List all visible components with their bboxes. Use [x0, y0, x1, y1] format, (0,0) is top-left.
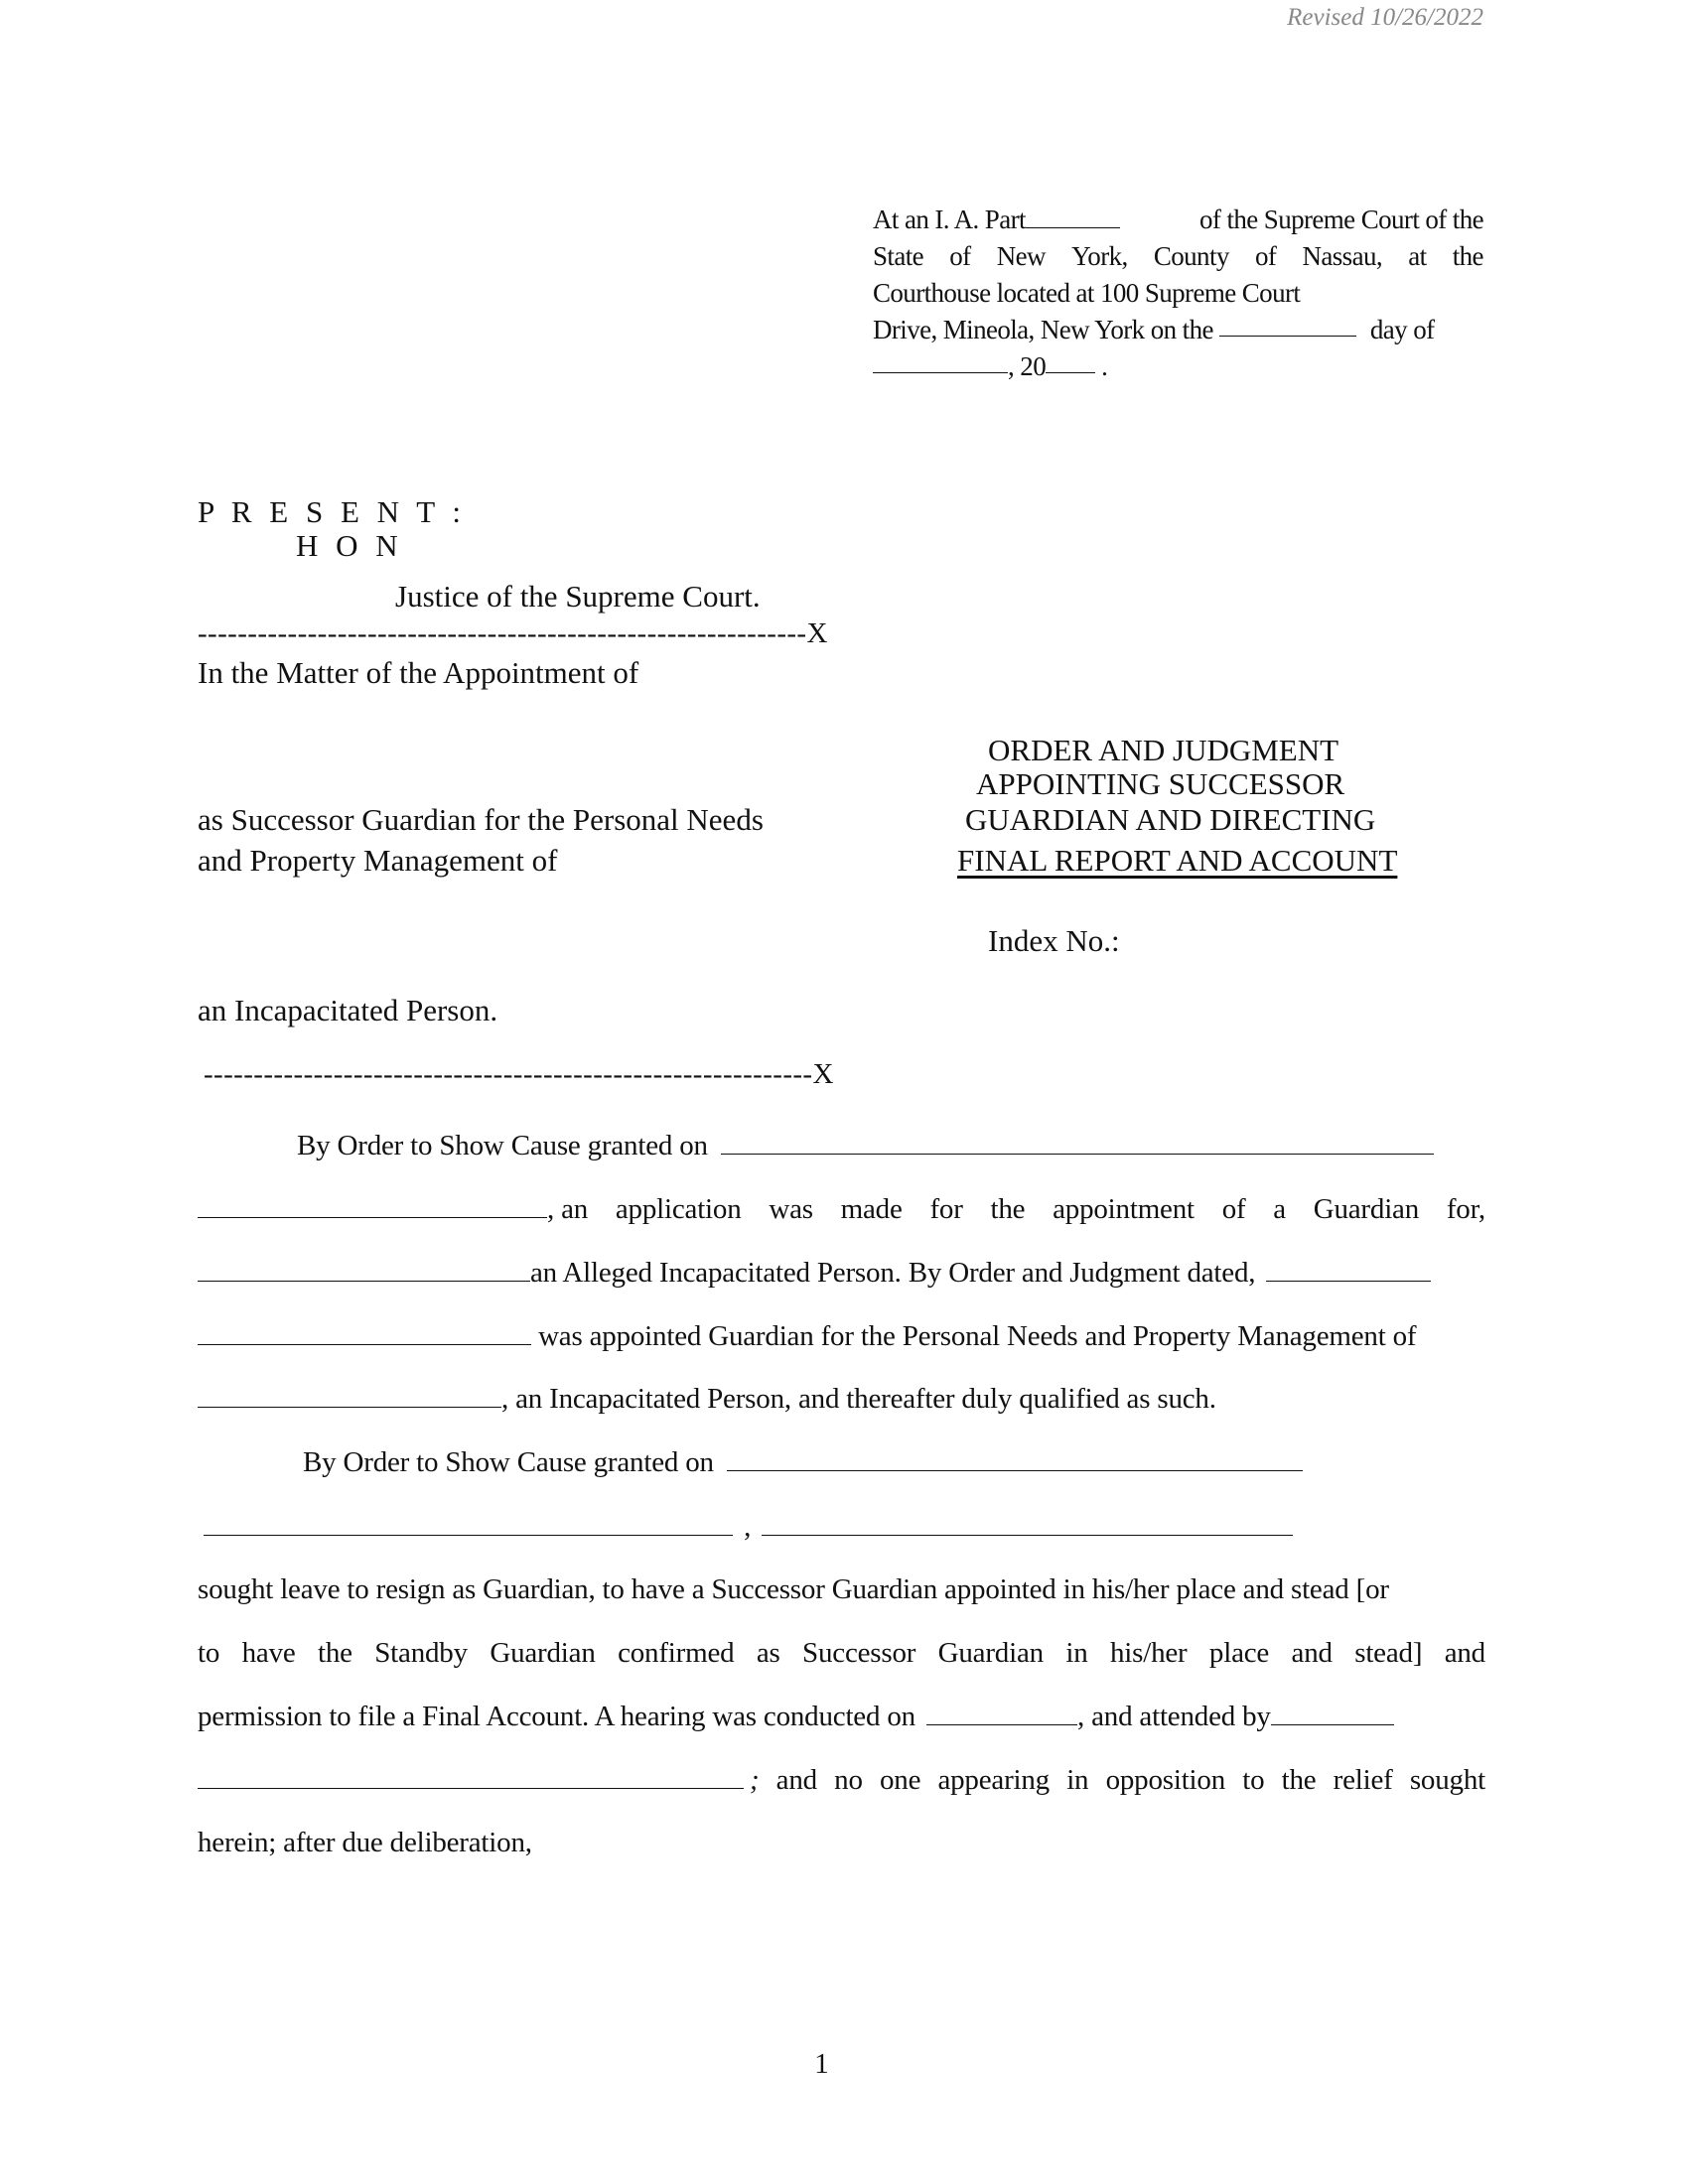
word: place: [1208, 1637, 1270, 1669]
p2-intro: By Order to Show Cause granted on: [303, 1446, 714, 1478]
present-label: P R E S E N T :: [198, 494, 466, 529]
successor-line-2: and Property Management of: [198, 843, 558, 878]
hon-label: H O N: [296, 528, 403, 563]
word: the: [1452, 241, 1483, 271]
p1-line-2: [198, 1193, 1485, 1226]
attendees-blank-2: [198, 1764, 744, 1789]
word: a: [1273, 1193, 1286, 1225]
word: and: [1291, 1637, 1333, 1669]
word: appointment: [1053, 1193, 1195, 1225]
doc-title-line-2: APPOINTING SUCCESSOR: [976, 766, 1345, 801]
part-line-2: [873, 238, 1483, 275]
doc-title-line-1: ORDER AND JUDGMENT: [988, 733, 1339, 767]
doc-title-line-4: FINAL REPORT AND ACCOUNT: [957, 843, 1398, 878]
word: of: [949, 241, 971, 271]
word: stead]: [1354, 1637, 1423, 1669]
part-line-5: [873, 348, 1483, 385]
word: in: [1065, 1637, 1088, 1669]
matter-label: In the Matter of the Appointment of: [198, 655, 639, 690]
word: for: [929, 1193, 963, 1225]
movant-blank-1: [204, 1511, 733, 1536]
word: Successor: [802, 1637, 916, 1669]
index-number-label: Index No.:: [988, 923, 1120, 958]
p1-intro: By Order to Show Cause granted on: [297, 1130, 708, 1161]
caption-divider-top: -------------------------------------------------------------X: [198, 617, 828, 649]
order-date-blank: [1266, 1257, 1431, 1282]
day-blank: [1219, 312, 1356, 337]
period: .: [1101, 351, 1108, 381]
part-label: At an I. A. Part: [873, 205, 1026, 234]
word: to: [198, 1637, 220, 1669]
comma: ,: [744, 1511, 752, 1543]
word: to: [1242, 1764, 1265, 1796]
word: confirmed: [618, 1637, 735, 1669]
p2-line-1: [303, 1446, 1303, 1479]
word: and: [1444, 1637, 1485, 1669]
part-blank: [1026, 204, 1120, 228]
p2-line-2: [204, 1511, 1293, 1544]
word: have: [241, 1637, 296, 1669]
guardian-name-blank: [198, 1320, 531, 1345]
word: County: [1153, 241, 1229, 271]
word: no: [834, 1764, 863, 1796]
word: Nassau,: [1302, 241, 1382, 271]
word: Guardian: [490, 1637, 596, 1669]
p2-line-5: [198, 1701, 1394, 1733]
word-group: [198, 1193, 588, 1226]
word: Guardian: [1313, 1193, 1420, 1225]
year-blank: [1046, 348, 1095, 373]
part-line-3: [873, 275, 1483, 312]
p1-l3-text: an Alleged Incapacitated Person. By Order and Judgment dated,: [530, 1257, 1256, 1289]
word: appearing: [937, 1764, 1050, 1796]
justice-label: Justice of the Supreme Court.: [395, 579, 761, 614]
word: for,: [1446, 1193, 1485, 1225]
caption-divider-bottom: -------------------------------------------------------------X: [204, 1058, 834, 1090]
p2-line-4: [198, 1637, 1485, 1670]
successor-line-1: as Successor Guardian for the Personal Needs: [198, 802, 764, 837]
word: in: [1066, 1764, 1089, 1796]
osc-date-blank-2: [727, 1446, 1303, 1471]
word: as: [756, 1637, 780, 1669]
word: of: [1254, 241, 1277, 271]
year-prefix: , 20: [1008, 351, 1047, 381]
word: Standby: [374, 1637, 468, 1669]
hearing-text: permission to file a Final Account. A hearing was conducted on: [198, 1701, 915, 1732]
word: opposition: [1105, 1764, 1226, 1796]
word: at: [1408, 241, 1427, 271]
word: the: [317, 1637, 352, 1669]
word: the: [1281, 1764, 1317, 1796]
part-line-1-rest: of the Supreme Court of the: [1199, 205, 1483, 234]
date-intro: Drive, Mineola, New York on the: [873, 315, 1213, 344]
month-blank: [873, 348, 1008, 373]
day-of: day of: [1369, 315, 1435, 344]
part-line-4: [873, 312, 1483, 348]
p1-line-4: [198, 1320, 1416, 1353]
page-number: 1: [814, 2048, 829, 2080]
movant-blank-2: [762, 1511, 1293, 1536]
word: State: [873, 241, 923, 271]
ip-name-blank: [198, 1383, 501, 1408]
word: the: [990, 1193, 1026, 1225]
p1-l4-text: was appointed Guardian for the Personal Needs and Property Management of: [538, 1320, 1417, 1352]
osc-date-blank: [721, 1130, 1434, 1155]
p2-l3-text: sought leave to resign as Guardian, to have a Successor Guardian appointed in his/her place and stead [or: [198, 1573, 1389, 1605]
p2-line-6: [198, 1764, 1485, 1797]
p2-line-3: [198, 1573, 1485, 1606]
hearing-date-blank: [926, 1701, 1077, 1725]
incapacitated-label: an Incapacitated Person.: [198, 993, 498, 1027]
p1-l5-text: , an Incapacitated Person, and thereafter duly qualified as such.: [501, 1383, 1216, 1415]
word: York,: [1071, 241, 1128, 271]
word: sought: [1409, 1764, 1485, 1796]
word: New: [996, 241, 1046, 271]
word: relief: [1333, 1764, 1393, 1796]
part-line-1: [873, 202, 1120, 238]
aip-name-blank: [198, 1257, 530, 1282]
word: application: [615, 1193, 742, 1225]
word-group: [198, 1764, 759, 1797]
word: , an: [547, 1193, 589, 1225]
court-part-block: [873, 202, 1483, 385]
applicant-blank: [198, 1193, 547, 1218]
p1-line-1: [297, 1130, 1434, 1162]
revision-date: Revised 10/26/2022: [1287, 4, 1483, 31]
semicolon: ;: [750, 1764, 760, 1796]
p1-line-5: [198, 1383, 1216, 1416]
attended-by-text: , and attended by: [1077, 1701, 1271, 1732]
word: his/her: [1109, 1637, 1188, 1669]
word: one: [879, 1764, 921, 1796]
word: was: [769, 1193, 813, 1225]
p1-line-3: [198, 1257, 1431, 1290]
courthouse-text: Courthouse located at 100 Supreme Court: [873, 278, 1301, 308]
word: and: [775, 1764, 817, 1796]
word: made: [840, 1193, 903, 1225]
doc-title-line-3: GUARDIAN AND DIRECTING: [965, 802, 1376, 837]
attendees-blank: [1271, 1701, 1394, 1725]
word: Guardian: [937, 1637, 1044, 1669]
p2-line-7: herein; after due deliberation,: [198, 1827, 532, 1858]
word: of: [1221, 1193, 1246, 1225]
